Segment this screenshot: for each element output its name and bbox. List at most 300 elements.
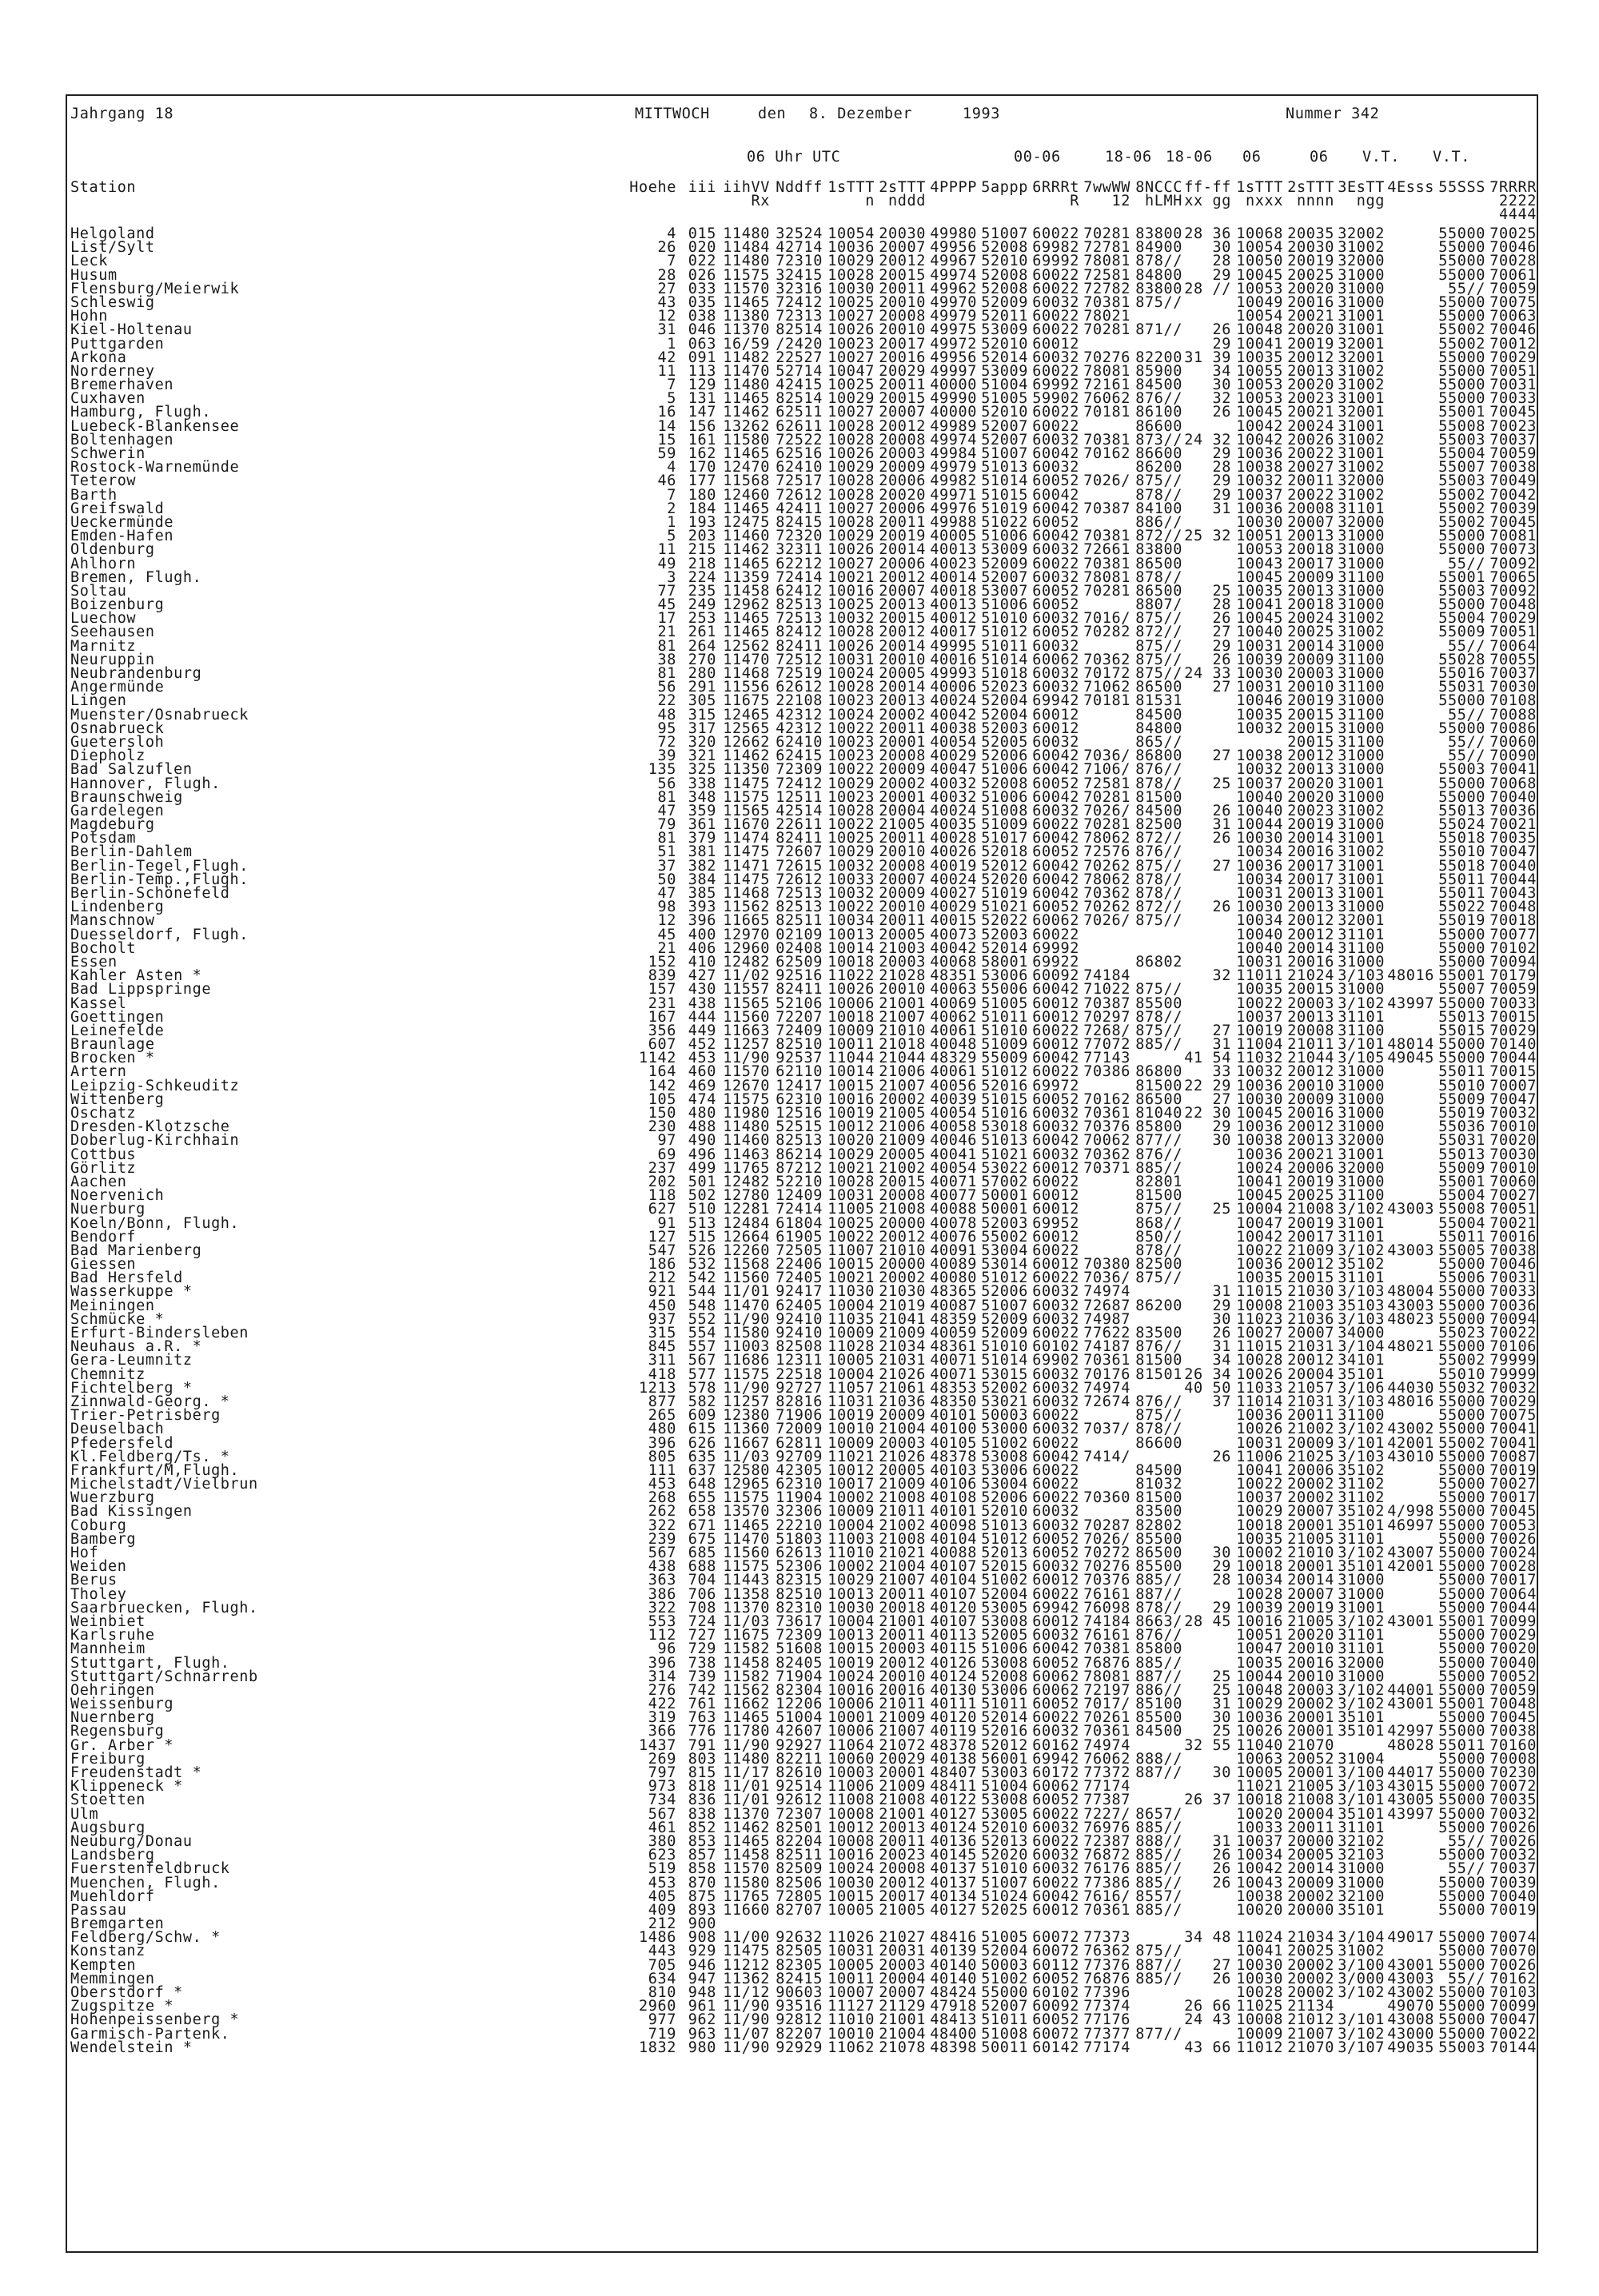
col-subheader-R: R [1070, 193, 1079, 209]
cell-iii: 193 [688, 513, 716, 531]
cell-ww7: 78081 [1083, 568, 1130, 586]
cell-e3: 31101 [1338, 1008, 1385, 1026]
cell-hoehe: 105 [648, 1090, 676, 1108]
cell-r6: 60032 [1032, 568, 1079, 586]
cell-r7: 70027 [1489, 1476, 1537, 1493]
cell-p4: 40071 [930, 1365, 977, 1383]
cell-t2b: 20003 [1287, 665, 1334, 682]
cell-s5: 55// [1448, 1860, 1485, 1878]
table-row [0, 1573, 1599, 1587]
cell-iii: 427 [688, 967, 716, 985]
cell-t2b: 20008 [1287, 1022, 1334, 1039]
cell-t2b: 20002 [1287, 1984, 1334, 2001]
cell-hoehe: 265 [648, 1407, 676, 1425]
cell-t1b: 10034 [1236, 871, 1283, 888]
cell-p4: 49989 [930, 417, 977, 435]
col-subheader-nnnn: nnnn [1297, 193, 1334, 209]
cell-nddff: 82310 [776, 1599, 823, 1616]
cell-t2b: 21025 [1287, 1448, 1334, 1465]
cell-iihvv: 11980 [723, 1105, 770, 1122]
cell-s5: 55011 [1438, 1736, 1485, 1754]
cell-ww7: 76362 [1083, 1943, 1130, 1960]
cell-ff: 26 66 [1184, 1998, 1231, 2015]
cell-e3: 31002 [1338, 486, 1385, 504]
cell-iihvv: 11003 [723, 1338, 770, 1356]
cell-hoehe: 386 [648, 1585, 676, 1603]
table-row [0, 694, 1599, 708]
cell-a5: 53003 [981, 1764, 1028, 1781]
cell-t2b: 20021 [1287, 404, 1334, 421]
cell-t1: 10024 [827, 1860, 875, 1878]
cell-t2b: 20016 [1287, 293, 1334, 311]
cell-r7: 70060 [1489, 1173, 1537, 1190]
cell-r6: 60022 [1032, 816, 1079, 834]
cell-e3: 3/103 [1338, 1448, 1385, 1465]
cell-a5: 53018 [981, 1118, 1028, 1136]
cell-r6: 60032 [1032, 1723, 1079, 1740]
station-name: Bad Hersfeld [70, 1270, 183, 1287]
cell-iii: 218 [688, 555, 716, 572]
cell-iii: 900 [688, 1915, 716, 1933]
cell-p4: 40000 [930, 377, 977, 394]
station-name: Luebeck-Blankensee [70, 417, 240, 435]
cell-t1: 11003 [827, 1530, 875, 1548]
cell-t1: 11005 [827, 1201, 875, 1218]
cell-r7: 70088 [1489, 706, 1537, 723]
cell-t1b: 10068 [1236, 225, 1283, 242]
station-name: Neubrandenburg [70, 665, 202, 682]
cell-hoehe: 142 [648, 1077, 676, 1094]
cell-ww7: 77376 [1083, 1956, 1130, 1974]
cell-s5: 55000 [1438, 2011, 1485, 2029]
year-label: 1993 [963, 106, 1000, 122]
cell-iii: 963 [688, 2025, 716, 2043]
cell-s5: 55001 [1438, 967, 1485, 985]
cell-p4: 40061 [930, 1022, 977, 1039]
cell-a5: 53006 [981, 1681, 1028, 1699]
cell-iii: 280 [688, 665, 716, 682]
cell-n8: 81500 [1135, 1077, 1182, 1094]
cell-t1: 11030 [827, 1283, 875, 1301]
cell-n8: 85500 [1135, 1530, 1182, 1548]
cell-t1: 10005 [827, 1956, 875, 1974]
cell-s5: 55// [1448, 1832, 1485, 1850]
cell-p4: 40091 [930, 1242, 977, 1259]
col-subheader-n: n [865, 193, 875, 209]
cell-hoehe: 322 [648, 1517, 676, 1534]
station-name: Kassel [70, 995, 127, 1012]
cell-hoehe: 47 [657, 802, 676, 819]
cell-t1b: 10033 [1236, 1819, 1283, 1836]
cell-hoehe: 59 [657, 445, 676, 462]
cell-e3: 31000 [1338, 1090, 1385, 1108]
cell-t1: 10029 [827, 253, 875, 270]
cell-a5: 50003 [981, 1407, 1028, 1425]
cell-r7: 70033 [1489, 995, 1537, 1012]
cell-t2b: 20002 [1287, 1970, 1334, 1987]
cell-a5: 52008 [981, 239, 1028, 257]
cell-e4: 42001 [1387, 1558, 1434, 1576]
cell-p4: 40120 [930, 1709, 977, 1727]
cell-r7: 70049 [1489, 472, 1537, 490]
cell-iii: 305 [688, 692, 716, 710]
cell-e4: 48016 [1387, 967, 1434, 985]
cell-a5: 53000 [981, 1421, 1028, 1438]
cell-iihvv: 11557 [723, 981, 770, 999]
cell-r6: 60022 [1032, 1585, 1079, 1603]
cell-t2b: 20019 [1287, 692, 1334, 710]
period-1806b-label: 18-06 [1166, 149, 1213, 165]
cell-ff: 26 34 [1184, 1365, 1231, 1383]
cell-ff: 26 [1212, 802, 1231, 819]
col-header-n8: 8NCCC [1135, 179, 1182, 196]
cell-p4: 40046 [930, 1132, 977, 1150]
cell-r6: 60092 [1032, 967, 1079, 985]
cell-hoehe: 797 [648, 1764, 676, 1781]
station-name: Berlin-Temp.,Flugh. [70, 871, 249, 888]
cell-t2: 21001 [879, 2011, 926, 2029]
col-subheader-4444: 4444 [1499, 206, 1537, 223]
cell-iihvv: 11670 [723, 816, 770, 834]
cell-r6: 60032 [1032, 293, 1079, 311]
cell-iii: 170 [688, 459, 716, 476]
cell-iihvv: 11484 [723, 239, 770, 257]
cell-p4: 40063 [930, 981, 977, 999]
cell-t1: 10054 [827, 225, 875, 242]
cell-t2: 20005 [879, 665, 926, 682]
cell-ff: 30 [1212, 1545, 1231, 1561]
cell-t2b: 20009 [1287, 651, 1334, 668]
cell-nddff: 52515 [776, 1118, 823, 1136]
cell-n8: 86800 [1135, 747, 1182, 765]
cell-r6: 60052 [1032, 2011, 1079, 2029]
cell-s5: 55000 [1438, 1310, 1485, 1328]
cell-r7: 70019 [1489, 1461, 1537, 1479]
cell-n8: 885// [1135, 1159, 1182, 1177]
cell-e3: 31001 [1338, 775, 1385, 792]
station-name: Oldenburg [70, 541, 155, 559]
cell-t1: 11006 [827, 1778, 875, 1796]
cell-p4: 40119 [930, 1723, 977, 1740]
cell-hoehe: 38 [657, 651, 676, 668]
cell-s5: 55011 [1438, 885, 1485, 902]
cell-p4: 48398 [930, 2039, 977, 2056]
station-name: Artern [70, 1063, 127, 1081]
cell-iihvv: 11/90 [723, 1050, 770, 1067]
table-row [0, 1642, 1599, 1656]
cell-r6: 60062 [1032, 1668, 1079, 1685]
cell-iihvv: 12484 [723, 1214, 770, 1232]
cell-r6: 60052 [1032, 1530, 1079, 1548]
cell-r7: 70064 [1489, 637, 1537, 655]
cell-t2b: 20000 [1287, 1901, 1334, 1919]
cell-t1b: 10047 [1236, 1640, 1283, 1658]
cell-t1: 10028 [827, 802, 875, 819]
cell-n8: 872// [1135, 830, 1182, 847]
cell-iihvv: 11/03 [723, 1612, 770, 1630]
cell-r6: 60102 [1032, 1338, 1079, 1356]
cell-iii: 609 [688, 1407, 716, 1425]
cell-a5: 51021 [981, 899, 1028, 916]
cell-t2b: 20006 [1287, 1159, 1334, 1177]
cell-nddff: 52210 [776, 1173, 823, 1190]
cell-e3: 31100 [1338, 733, 1385, 751]
cell-p4: 49997 [930, 362, 977, 380]
cell-r7: 70024 [1489, 1545, 1537, 1561]
cell-n8: 83500 [1135, 1503, 1182, 1521]
cell-r7: 70059 [1489, 445, 1537, 462]
cell-r6: 60022 [1032, 404, 1079, 421]
cell-iii: 180 [688, 486, 716, 504]
cell-t1b: 10044 [1236, 816, 1283, 834]
cell-t1: 10004 [827, 1297, 875, 1314]
cell-p4: 40087 [930, 1297, 977, 1314]
cell-e4: 43003 [1387, 1297, 1434, 1314]
cell-e3: 3/101 [1338, 1036, 1385, 1054]
cell-t1b: 10030 [1236, 899, 1283, 916]
cell-r6: 60012 [1032, 1008, 1079, 1026]
cell-ff: 27 [1212, 1090, 1231, 1108]
cell-p4: 40019 [930, 857, 977, 875]
cell-t1: 10026 [827, 321, 875, 339]
cell-iii: 410 [688, 953, 716, 971]
cell-a5: 52007 [981, 568, 1028, 586]
cell-t2: 20015 [879, 1173, 926, 1190]
col-subheader-xxgg: xx gg [1184, 193, 1231, 209]
cell-r6: 60032 [1032, 679, 1079, 696]
cell-p4: 40107 [930, 1612, 977, 1630]
cell-iii: 026 [688, 266, 716, 284]
cell-t1b: 11024 [1236, 1929, 1283, 1947]
cell-t2b: 20019 [1287, 816, 1334, 834]
cell-t2: 20007 [879, 582, 926, 600]
station-name: Weinbiet [70, 1612, 146, 1630]
cell-e4: 43997 [1387, 1805, 1434, 1823]
cell-hoehe: 118 [648, 1187, 676, 1205]
cell-t1b: 11021 [1236, 1778, 1283, 1796]
cell-s5: 55000 [1438, 1036, 1485, 1054]
cell-r6: 60022 [1032, 1461, 1079, 1479]
cell-r7: 70048 [1489, 1696, 1537, 1713]
cell-nddff: 72009 [776, 1421, 823, 1438]
cell-e3: 3/101 [1338, 2011, 1385, 2029]
cell-t1b: 10031 [1236, 1434, 1283, 1452]
cell-r6: 69942 [1032, 1599, 1079, 1616]
cell-t1b: 10045 [1236, 404, 1283, 421]
cell-s5: 55000 [1438, 1256, 1485, 1274]
cell-t2: 20012 [879, 624, 926, 641]
cell-p4: 49974 [930, 431, 977, 448]
cell-t1: 10015 [827, 1887, 875, 1905]
cell-ww7: 70362 [1083, 1146, 1130, 1163]
cell-r6: 60042 [1032, 981, 1079, 999]
cell-n8: 86600 [1135, 1434, 1182, 1452]
cell-s5: 55023 [1438, 1325, 1485, 1341]
cell-t1: 11057 [827, 1379, 875, 1397]
cell-nddff: 72414 [776, 568, 823, 586]
station-name: Berlin-Dahlem [70, 843, 193, 861]
cell-a5: 53008 [981, 1792, 1028, 1809]
cell-t1: 10017 [827, 1476, 875, 1493]
cell-r7: 70055 [1489, 651, 1537, 668]
date-label: 8. Dezember [809, 106, 913, 122]
cell-p4: 40054 [930, 733, 977, 751]
cell-a5: 52004 [981, 692, 1028, 710]
cell-nddff: 82315 [776, 1572, 823, 1589]
cell-hoehe: 422 [648, 1696, 676, 1713]
cell-p4: 40024 [930, 802, 977, 819]
cell-a5: 52010 [981, 335, 1028, 353]
station-name: Giessen [70, 1256, 137, 1274]
cell-ff: 24 33 [1184, 665, 1231, 682]
cell-ww7: 72581 [1083, 775, 1130, 792]
cell-p4: 48353 [930, 1379, 977, 1397]
cell-iihvv: 11465 [723, 1517, 770, 1534]
cell-t2b: 20012 [1287, 1352, 1334, 1369]
cell-r7: 70037 [1489, 665, 1537, 682]
cell-t1b: 10041 [1236, 596, 1283, 614]
cell-e4: 43000 [1387, 2025, 1434, 2043]
cell-e3: 32103 [1338, 1847, 1385, 1864]
cell-t2: 21026 [879, 1365, 926, 1383]
cell-e3: 31101 [1338, 926, 1385, 943]
cell-r6: 60162 [1032, 1736, 1079, 1754]
cell-e3: 3/000 [1338, 1970, 1385, 1987]
cell-a5: 51015 [981, 1090, 1028, 1108]
cell-a5: 52010 [981, 1819, 1028, 1836]
cell-p4: 40101 [930, 1503, 977, 1521]
cell-t2b: 20010 [1287, 1077, 1334, 1094]
cell-t2b: 20020 [1287, 321, 1334, 339]
cell-a5: 52018 [981, 843, 1028, 861]
col-header-hoehe: Hoehe [629, 179, 676, 196]
station-name: Saarbruecken, Flugh. [70, 1599, 258, 1616]
cell-s5: 55000 [1438, 1874, 1485, 1891]
cell-hoehe: 21 [657, 939, 676, 957]
cell-iii: 675 [688, 1530, 716, 1548]
cell-s5: 55000 [1438, 1585, 1485, 1603]
cell-iihvv: 11465 [723, 1832, 770, 1850]
cell-t2b: 20013 [1287, 885, 1334, 902]
cell-nddff: 72313 [776, 308, 823, 325]
cell-r6: 60032 [1032, 1847, 1079, 1864]
cell-t1b: 11032 [1236, 1050, 1283, 1067]
cell-p4: 49972 [930, 335, 977, 353]
cell-p4: 40015 [930, 912, 977, 930]
cell-t1b: 10030 [1236, 1090, 1283, 1108]
cell-a5: 56001 [981, 1750, 1028, 1768]
station-name: Neuburg/Donau [70, 1832, 193, 1850]
cell-iihvv: 11575 [723, 1365, 770, 1383]
cell-a5: 51016 [981, 1105, 1028, 1122]
cell-p4: 48424 [930, 1984, 977, 2001]
cell-t2b: 20001 [1287, 1723, 1334, 1740]
cell-t1: 10010 [827, 2025, 875, 2043]
cell-ff: 25 [1212, 1201, 1231, 1218]
cell-nddff: 71906 [776, 1407, 823, 1425]
cell-t1b: 10045 [1236, 610, 1283, 628]
cell-t2: 21001 [879, 1805, 926, 1823]
station-name: Manschnow [70, 912, 155, 930]
cell-nddff: 52306 [776, 1558, 823, 1576]
cell-hoehe: 276 [648, 1681, 676, 1699]
cell-s5: 55008 [1438, 1201, 1485, 1218]
cell-hoehe: 112 [648, 1627, 676, 1644]
cell-t2: 20007 [879, 1984, 926, 2001]
cell-t1b: 10026 [1236, 1365, 1283, 1383]
cell-p4: 48359 [930, 1310, 977, 1328]
cell-nddff: 72505 [776, 1242, 823, 1259]
cell-p4: 40042 [930, 706, 977, 723]
cell-s5: 55000 [1438, 995, 1485, 1012]
cell-ww7: 7017/ [1083, 1696, 1130, 1713]
cell-n8: 8807/ [1135, 596, 1182, 614]
cell-nddff: 62110 [776, 1063, 823, 1081]
cell-r7: 70023 [1489, 417, 1537, 435]
cell-r7: 70046 [1489, 321, 1537, 339]
cell-ff: 25 [1212, 1668, 1231, 1685]
station-name: Leck [70, 253, 108, 270]
cell-nddff: 42607 [776, 1723, 823, 1740]
cell-iihvv: 11480 [723, 225, 770, 242]
cell-ww7: 70281 [1083, 816, 1130, 834]
cell-ww7: 70287 [1083, 1517, 1130, 1534]
cell-r7: 70029 [1489, 349, 1537, 366]
cell-t2b: 20013 [1287, 1008, 1334, 1026]
cell-r6: 60032 [1032, 459, 1079, 476]
cell-e4: 43005 [1387, 1792, 1434, 1809]
cell-s5: 55000 [1438, 362, 1485, 380]
col-header-station: Station [70, 179, 137, 196]
cell-s5: 55000 [1438, 1461, 1485, 1479]
cell-hoehe: 111 [648, 1461, 676, 1479]
cell-e3: 35102 [1338, 1503, 1385, 1521]
cell-e3: 31000 [1338, 899, 1385, 916]
cell-p4: 48378 [930, 1448, 977, 1465]
cell-e3: 3/102 [1338, 1242, 1385, 1259]
cell-t2: 20010 [879, 321, 926, 339]
cell-t1b: 10030 [1236, 513, 1283, 531]
cell-iii: 852 [688, 1819, 716, 1836]
cell-t1: 11010 [827, 2011, 875, 2029]
cell-ww7: 72781 [1083, 239, 1130, 257]
station-name: Coburg [70, 1517, 127, 1534]
cell-r7: 70045 [1489, 1709, 1537, 1727]
cell-nddff: 32316 [776, 280, 823, 297]
cell-a5: 50003 [981, 1956, 1028, 1974]
cell-r7: 70038 [1489, 1242, 1537, 1259]
cell-t1b: 10020 [1236, 1901, 1283, 1919]
cell-t1b: 11011 [1236, 967, 1283, 985]
cell-t1: 11026 [827, 1929, 875, 1947]
cell-t1b: 10035 [1236, 349, 1283, 366]
cell-iii: 724 [688, 1612, 716, 1630]
cell-ww7: 70376 [1083, 1572, 1130, 1589]
cell-t2: 20001 [879, 1764, 926, 1781]
cell-t1b: 10037 [1236, 486, 1283, 504]
cell-t2: 20003 [879, 1434, 926, 1452]
cell-t2: 20015 [879, 266, 926, 284]
cell-n8: 86600 [1135, 445, 1182, 462]
cell-r6: 60022 [1032, 1709, 1079, 1727]
cell-n8: 875// [1135, 1022, 1182, 1039]
cell-t2b: 21070 [1287, 1736, 1334, 1754]
cell-t2b: 20024 [1287, 417, 1334, 435]
cell-t1: 10004 [827, 1517, 875, 1534]
station-name: Gr. Arber * [70, 1736, 174, 1754]
cell-t1b: 10018 [1236, 1558, 1283, 1576]
period-06b-label: 06 [1310, 149, 1329, 165]
